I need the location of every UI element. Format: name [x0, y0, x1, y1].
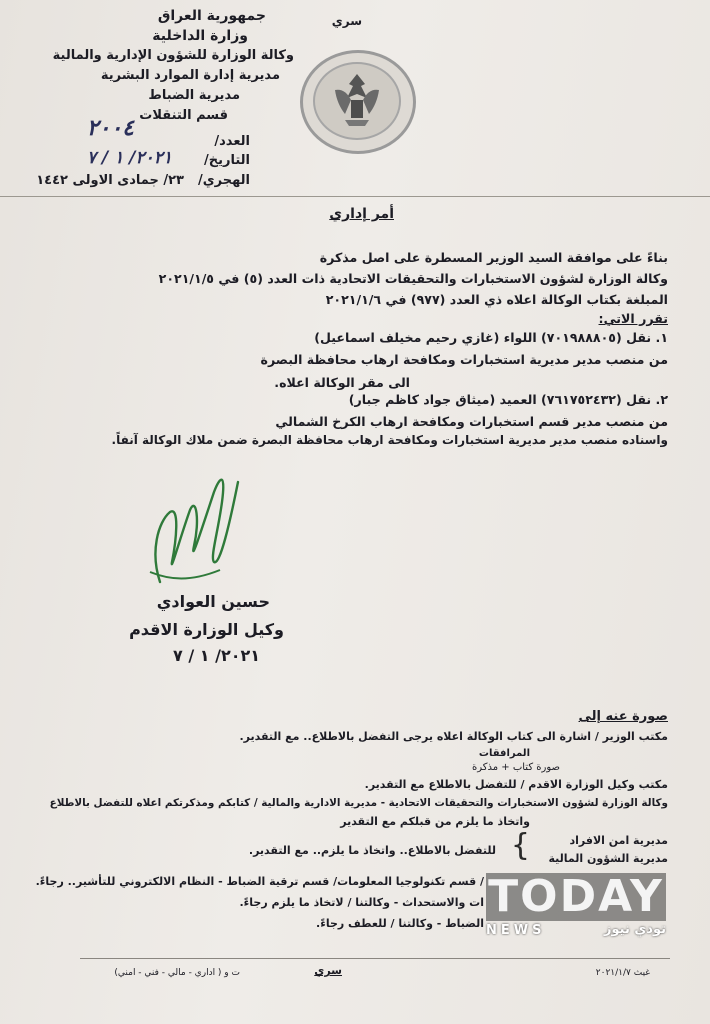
header-officers: مديرية الضباط [148, 88, 240, 103]
eagle-emblem-icon [315, 64, 399, 138]
footer-divider [80, 958, 670, 959]
document-title: أمر إداري [329, 206, 394, 222]
copy-line-minister: مكتب الوزير / اشارة الى كتاب الوكالة اعلاه يرجى التفضل بالاطلاع.. مع التقدير. [239, 730, 668, 743]
watermark-brand: TODAY [486, 873, 666, 921]
order-item-1-line-2: من منصب مدير مديرية استخبارات ومكافحة ارهاب محافظة البصرة [260, 352, 668, 367]
header-divider [0, 196, 710, 197]
hijri-value: ٢٣/ جمادى الاولى ١٤٤٢ [36, 173, 184, 188]
copy-line-deputy: مكتب وكيل الوزارة الاقدم / للتفضل بالاطلاع مع التقدير. [364, 778, 668, 791]
number-value: ٢٠٠٤ [86, 116, 134, 141]
order-item-1-line-3: الى مقر الوكالة اعلاه. [274, 375, 410, 390]
copy-line-intel-agency: وكالة الوزارة لشؤون الاستخبارات والتحقيقات الاتحادية - مديرية الادارية والمالية / كتابكم ومذكرتكم اعلاه للتفضل بالاطلاع [49, 797, 668, 809]
copy-line-establishment: ات والاستحداث - وكالتنا / لاتخاذ ما يلزم رجاءً. [239, 896, 484, 909]
date-value: ٢٠٢١/ ١ / ٧ [87, 148, 172, 168]
copy-line-it: / قسم تكنولوجيا المعلومات/ قسم ترقية الضباط - النظام الالكتروني للتأشير.. رجاءً. [35, 875, 484, 888]
ministry-seal [300, 50, 416, 154]
attachments-value: صورة كتاب + مذكرة [471, 762, 560, 773]
copy-line-personnel-security: مديرية امن الافراد [569, 834, 668, 847]
copy-line-officers: الضباط - وكالتنا / للعطف رجاءً. [316, 917, 484, 930]
copy-line-action: للتفضل بالاطلاع.. واتخاذ ما يلزم.. مع التقدير. [248, 844, 496, 857]
secret-mark-top: سري [331, 14, 362, 28]
watermark-arabic: تودي نيوز [604, 922, 666, 937]
header-agency: وكالة الوزارة للشؤون الإدارية والمالية [52, 48, 294, 63]
footer-codes: ت و ( اداري - مالي - فني - امني) [114, 968, 240, 978]
signer-name: حسين العوادي [156, 592, 270, 611]
copy-line-intel-agency-cont: واتخاذ ما يلزم من قبلكم مع التقدير [340, 815, 530, 828]
handwritten-signature [130, 462, 260, 592]
header-section: قسم التنقلات [139, 108, 228, 123]
signature-date: ٢٠٢١/ ١ / ٧ [173, 646, 260, 665]
decided-label: تقرر الاتي: [598, 311, 668, 326]
order-item-2-line-3: واسناده منصب مدير مديرية استخبارات ومكافحة ارهاب محافظة البصرة ضمن ملاك الوكالة آنفاً. [111, 433, 668, 447]
secret-mark-bottom: سري [314, 964, 342, 977]
header-country: جمهورية العراق [157, 8, 266, 24]
order-item-2-line-2: من منصب مدير قسم استخبارات ومكافحة ارهاب الكرخ الشمالي [275, 414, 668, 429]
attachments-label: المرافقات [478, 748, 530, 759]
copies-heading: صورة عنه إلى [578, 709, 668, 724]
today-news-watermark [486, 873, 666, 939]
intro-line-1: بناءً على موافقة السيد الوزير المسطرة على اصل مذكرة [319, 250, 668, 265]
signer-title: وكيل الوزارة الاقدم [129, 620, 284, 639]
header-directorate: مديرية إدارة الموارد البشرية [100, 68, 280, 83]
hijri-label: الهجري/ [197, 173, 250, 188]
footer-typist: غيث ٢٠٢١/١/٧ [595, 968, 650, 978]
order-item-1-line-1: ١. نقل (٧٠١٩٨٨٨٠٥) اللواء (غازي رحيم مخيلف اسماعيل) [314, 330, 668, 345]
number-label: العدد/ [214, 134, 250, 149]
header-ministry: وزارة الداخلية [152, 28, 248, 44]
date-label: التاريخ/ [203, 153, 250, 168]
intro-line-2: وكالة الوزارة لشؤون الاستخبارات والتحقيقات الاتحادية ذات العدد (٥) في ٢٠٢١/١/٥ [158, 271, 668, 286]
copy-line-finance: مديرية الشؤون المالية [548, 852, 668, 865]
brace-mark: { [510, 828, 530, 863]
watermark-news: NEWS [486, 923, 546, 938]
intro-line-3: المبلغة بكتاب الوكالة اعلاه ذي العدد (٩٧٧) في ٢٠٢١/١/٦ [325, 292, 668, 307]
order-item-2-line-1: ٢. نقل (٧٦١٧٥٢٤٣٢) العميد (ميثاق جواد كاظم جبار) [348, 392, 668, 407]
